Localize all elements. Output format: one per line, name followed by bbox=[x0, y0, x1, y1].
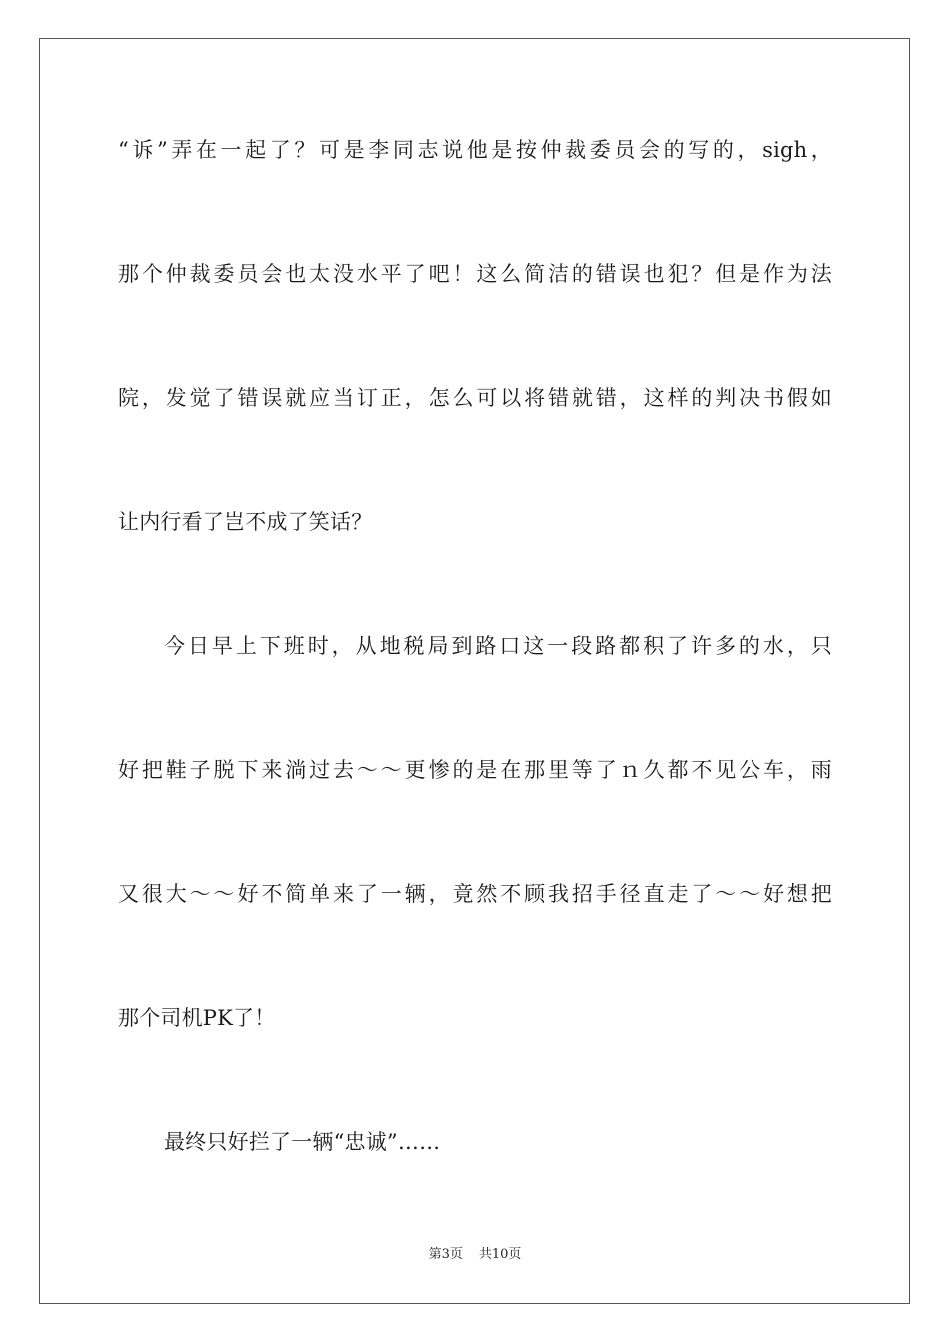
text-line-2: 那个仲裁委员会也太没水平了吧！这么简洁的错误也犯？但是作为法 bbox=[118, 262, 832, 286]
text-line-5: 今日早上下班时，从地税局到路口这一段路都积了许多的水，只 bbox=[164, 634, 832, 658]
page-number: 第3页 bbox=[428, 1247, 463, 1262]
text-line-7: 又很大～～好不简单来了一辆，竟然不顾我招手径直走了～～好想把 bbox=[118, 882, 832, 906]
page-footer bbox=[0, 1246, 950, 1264]
text-line-8: 那个司机PK了！ bbox=[118, 1006, 276, 1030]
text-line-6: 好把鞋子脱下来淌过去～～更惨的是在那里等了ｎ久都不见公车，雨 bbox=[118, 758, 832, 782]
text-line-3: 院，发觉了错误就应当订正，怎么可以将错就错，这样的判决书假如 bbox=[118, 386, 832, 410]
text-line-4: 让内行看了岂不成了笑话？ bbox=[118, 510, 373, 534]
text-line-1: “诉”弄在一起了？可是李同志说他是按仲裁委员会的写的，sigh， bbox=[118, 138, 832, 162]
text-line-9: 最终只好拦了一辆“忠诚”…… bbox=[164, 1130, 441, 1154]
page-total: 共10页 bbox=[478, 1247, 522, 1262]
page-border bbox=[39, 38, 910, 1304]
